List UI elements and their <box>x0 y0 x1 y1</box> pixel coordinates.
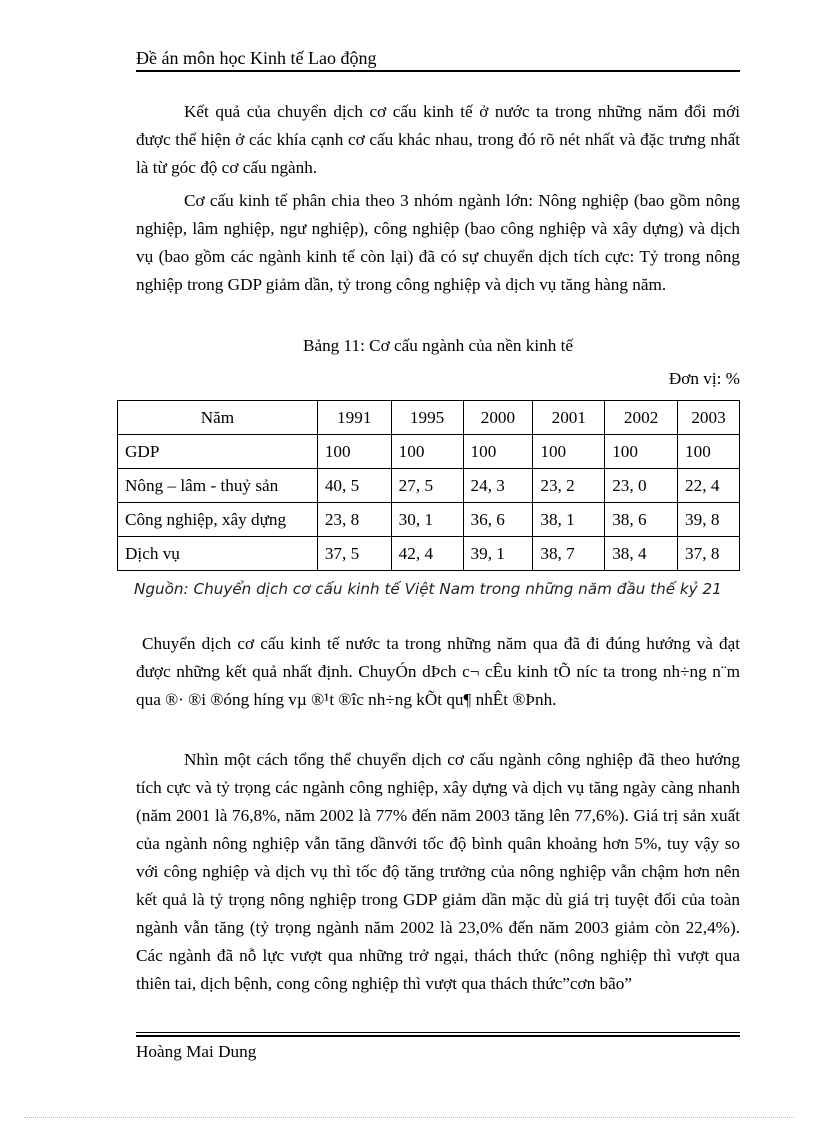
table-header-cell: 2001 <box>533 401 605 435</box>
table-header-row <box>118 401 740 435</box>
table-row <box>118 503 740 537</box>
table-cell: 40, 5 <box>317 469 391 503</box>
table-cell: 39, 1 <box>463 537 533 571</box>
table-cell: 23, 8 <box>317 503 391 537</box>
table-header-cell: 2000 <box>463 401 533 435</box>
table-source-note: Nguồn: Chuyển dịch cơ cấu kinh tế Việt Nam trong những năm đầu thế kỷ 21 <box>134 580 722 598</box>
table-header-cell: Năm <box>118 401 318 435</box>
table-cell: 36, 6 <box>463 503 533 537</box>
table-unit: Đơn vị: % <box>668 369 740 388</box>
table-header-cell: 1995 <box>391 401 463 435</box>
header-rule <box>136 70 740 72</box>
paragraph-overview: Nhìn một cách tổng thể chuyển dịch cơ cấu ngành công nghiệp đã theo hướng tích cực và tỷ trọng các ngành công nghiệp, xây dựng và dịch vụ tăng ngày càng nhanh (năm 2001 là 76,8%, năm 2002 là 77% đến năm 2003 tăng lên 77,6%). Giá trị sản xuất của ngành nông nghiệp vẫn tăng dầnvới tốc độ bình quân khoảng hơn 5%, tuy vậy so với công nghiệp và dịch vụ thì tốc độ tăng trưởng của nông nghiệp vẫn chậm hơn nên kết quả là tỷ trọng nông nghiệp trong GDP giảm dần mặc dù giá trị tuyệt đối của toàn ngành vẫn tăng (tỷ trọng ngành năm 2002 là 23,0% đến năm 2003 giảm còn 22,4%). Các ngành đã nỗ lực vượt qua những trở ngại, thách thức (nông nghiệp thì vượt qua thiên tai, dịch bệnh, cong công nghiệp thì vượt qua thách thức”cơn bão” <box>136 750 740 993</box>
table-cell: 23, 2 <box>533 469 605 503</box>
table-cell: 100 <box>317 435 391 469</box>
page-header-title: Đề án môn học Kinh tế Lao động <box>136 48 377 68</box>
table-cell: 100 <box>391 435 463 469</box>
table-cell: 100 <box>463 435 533 469</box>
table-cell: 22, 4 <box>678 469 740 503</box>
table-row <box>118 469 740 503</box>
table-cell: 30, 1 <box>391 503 463 537</box>
table-cell: 27, 5 <box>391 469 463 503</box>
table-cell: Dịch vụ <box>118 537 318 571</box>
paragraph-intro: Kết quả của chuyển dịch cơ cấu kinh tế ở nước ta trong những năm đổi mới được thể hiện ở các khía cạnh cơ cấu khác nhau, trong đó rõ nét nhất và đặc trưng nhất là từ góc độ cơ cấu ngành. <box>136 102 740 177</box>
page-edge-divider <box>24 1117 794 1118</box>
table-cell: 23, 0 <box>605 469 678 503</box>
sector-structure-table <box>117 400 740 571</box>
table-cell: 38, 1 <box>533 503 605 537</box>
footer-author: Hoàng Mai Dung <box>136 1042 257 1061</box>
table-cell: 100 <box>605 435 678 469</box>
table-cell: 39, 8 <box>678 503 740 537</box>
footer-rule <box>136 1035 740 1037</box>
table-cell: Công nghiệp, xây dựng <box>118 503 318 537</box>
table-cell: 38, 4 <box>605 537 678 571</box>
table-header-cell: 2003 <box>678 401 740 435</box>
table-cell: 42, 4 <box>391 537 463 571</box>
table-caption: Bảng 11: Cơ cấu ngành của nền kinh tế <box>302 336 573 355</box>
table-cell: GDP <box>118 435 318 469</box>
table-cell: 38, 6 <box>605 503 678 537</box>
table-row <box>118 435 740 469</box>
table-cell: 100 <box>678 435 740 469</box>
table-cell: 38, 7 <box>533 537 605 571</box>
table-header-cell: 1991 <box>317 401 391 435</box>
table-cell: 24, 3 <box>463 469 533 503</box>
table-row <box>118 537 740 571</box>
table-cell: 37, 8 <box>678 537 740 571</box>
footer-rule <box>136 1032 740 1033</box>
table-cell: 100 <box>533 435 605 469</box>
table-header-cell: 2002 <box>605 401 678 435</box>
table-cell: 37, 5 <box>317 537 391 571</box>
paragraph-conclusion: Chuyển dịch cơ cấu kinh tế nước ta trong những năm qua đã đi đúng hướng và đạt được những kết quả nhất định. ChuyÓn dÞch c¬ cÊu kinh tÕ níc ta trong nh÷ng n¨m qua ®· ®i ®óng híng vµ ®¹t ®îc nh÷ng kÕt qu¶ nhÊt ®Þnh. <box>136 634 740 709</box>
table-cell: Nông – lâm - thuỷ sản <box>118 469 318 503</box>
paragraph-sector-structure: Cơ cấu kinh tế phân chia theo 3 nhóm ngành lớn: Nông nghiệp (bao gồm nông nghiệp, lâm nghiệp, ngư nghiệp), công nghiệp (bao công nghiệp và xây dựng) và dịch vụ (bao gồm các ngành kinh tế còn lại) đã có sự chuyển dịch tích cực: Tỷ trong nông nghiệp trong GDP giảm dần, tỷ trong công nghiệp và dịch vụ tăng hàng năm. <box>136 191 740 294</box>
